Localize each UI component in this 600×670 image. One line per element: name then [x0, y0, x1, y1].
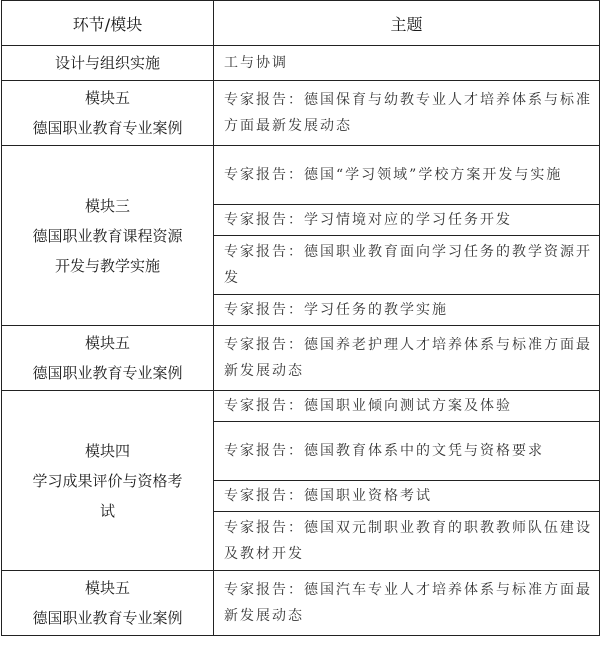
module-cell: [2, 326, 214, 391]
header-row: [2, 1, 600, 46]
topic-text: 专家报告：学习任务的教学实施: [224, 302, 448, 318]
topic-text: 专家报告：德国职业倾向测试方案及体验: [224, 398, 512, 414]
topic-text: 专家报告：德国汽车专业人才培养体系与标准方面最新发展动态: [224, 582, 592, 624]
header-topic: 主题: [214, 1, 600, 46]
module-cell: [2, 81, 214, 146]
topic-cell: [214, 326, 600, 391]
module-title: 德国职业教育专业案例: [32, 119, 183, 137]
topic-cell: [214, 481, 600, 512]
module-cell: [2, 571, 214, 636]
table-row: [2, 571, 600, 636]
module-cell: [2, 46, 214, 81]
topic-cell: [214, 46, 600, 81]
module-number: 模块三: [84, 196, 130, 215]
topic-text: 专家报告：德国职业教育面向学习任务的教学资源开发: [224, 244, 592, 286]
topic-cell: [214, 205, 600, 236]
module-title: 德国职业教育专业案例: [32, 364, 183, 382]
topic-text: 专家报告：德国双元制职业教育的职教教师队伍建设及教材开发: [224, 520, 592, 562]
topic-cell: [214, 422, 600, 481]
topic-text: 专家报告：德国职业资格考试: [224, 488, 432, 504]
topic-cell: [214, 391, 600, 422]
module-number: 模块五: [84, 334, 130, 352]
module-title-cont: 开发与教学实施: [54, 256, 160, 275]
topic-text: 专家报告：德国养老护理人才培养体系与标准方面最新发展动态: [224, 337, 592, 379]
table-row: [2, 326, 600, 391]
module-number: 模块五: [84, 579, 130, 597]
table-row: [2, 81, 600, 146]
topic-cell: [214, 146, 600, 205]
module-title: 德国职业教育专业案例: [32, 609, 183, 627]
topic-cell: [214, 512, 600, 571]
topic-text: 专家报告：德国教育体系中的文凭与资格要求: [224, 443, 544, 459]
module-title: 设计与组织实施: [54, 54, 160, 72]
header-section: 环节/模块: [2, 1, 214, 46]
table-row: [2, 146, 600, 205]
module-cell: [2, 146, 214, 326]
topic-text: 专家报告：德国“学习领域”学校方案开发与实施: [224, 167, 563, 183]
topic-cell: [214, 295, 600, 326]
module-cell: [2, 391, 214, 571]
module-title: 学习成果评价与资格考: [32, 471, 183, 490]
topic-cell: [214, 571, 600, 636]
table-row: [2, 46, 600, 81]
table-row: [2, 391, 600, 422]
module-number: 模块四: [84, 441, 130, 460]
topic-cell: [214, 236, 600, 295]
topic-text: 专家报告：学习情境对应的学习任务开发: [224, 212, 512, 228]
module-number: 模块五: [84, 89, 130, 107]
topic-text: 工与协调: [224, 55, 288, 71]
module-title: 德国职业教育课程资源: [32, 226, 183, 245]
topic-cell: [214, 81, 600, 146]
topic-text: 专家报告：德国保育与幼教专业人才培养体系与标准方面最新发展动态: [224, 92, 592, 134]
module-title-cont: 试: [99, 501, 115, 520]
schedule-table: [1, 0, 600, 636]
